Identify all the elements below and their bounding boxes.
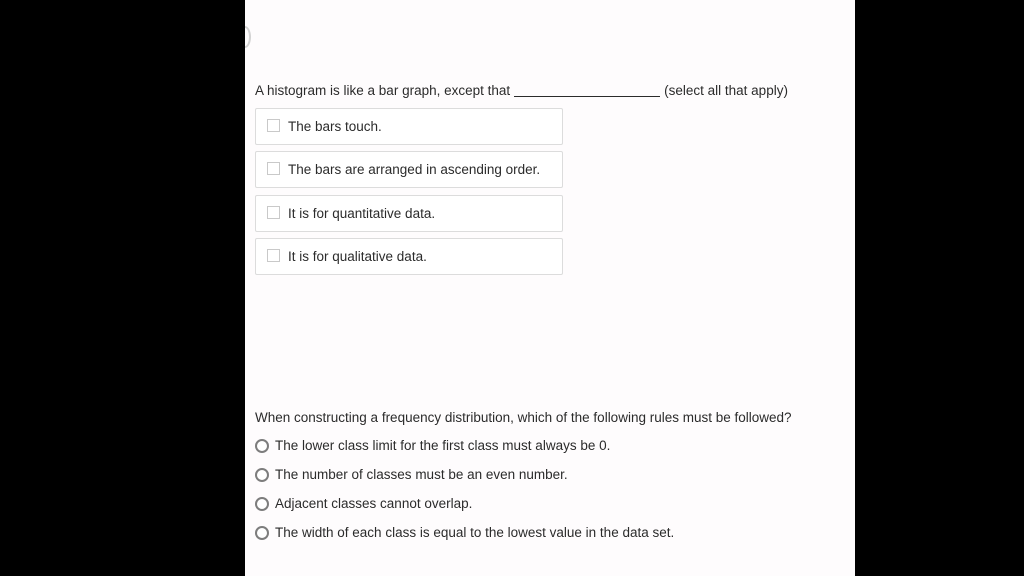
quiz-page [245,0,855,576]
checkbox-option-qualitative[interactable] [255,238,563,275]
checkbox[interactable] [267,162,280,175]
radio-option-label: The width of each class is equal to the lowest value in the data set. [275,525,675,540]
checkbox[interactable] [267,206,280,219]
question-1-instruction: (select all that apply) [664,83,788,98]
checkbox-option-label: The bars are arranged in ascending order. [288,162,541,177]
radio-button[interactable] [255,468,269,482]
question-1-prompt-text: A histogram is like a bar graph, except that [255,83,511,98]
checkbox[interactable] [267,249,280,262]
checkbox-option-label: The bars touch. [288,119,382,134]
question-1-prompt [255,82,788,100]
answer-blank [514,96,660,97]
radio-button[interactable] [255,439,269,453]
radio-option-label: Adjacent classes cannot overlap. [275,496,473,511]
radio-button[interactable] [255,497,269,511]
checkbox[interactable] [267,119,280,132]
partial-glyph [245,26,251,48]
question-2-prompt: When constructing a frequency distribution, which of the following rules must be followed? [255,410,792,425]
radio-option-label: The number of classes must be an even number. [275,467,568,482]
checkbox-option-quantitative[interactable] [255,195,563,232]
checkbox-option-ascending-order[interactable] [255,151,563,188]
radio-option-label: The lower class limit for the first class must always be 0. [275,438,611,453]
radio-button[interactable] [255,526,269,540]
checkbox-option-label: It is for qualitative data. [288,249,427,264]
checkbox-option-label: It is for quantitative data. [288,206,436,221]
checkbox-option-bars-touch[interactable] [255,108,563,145]
